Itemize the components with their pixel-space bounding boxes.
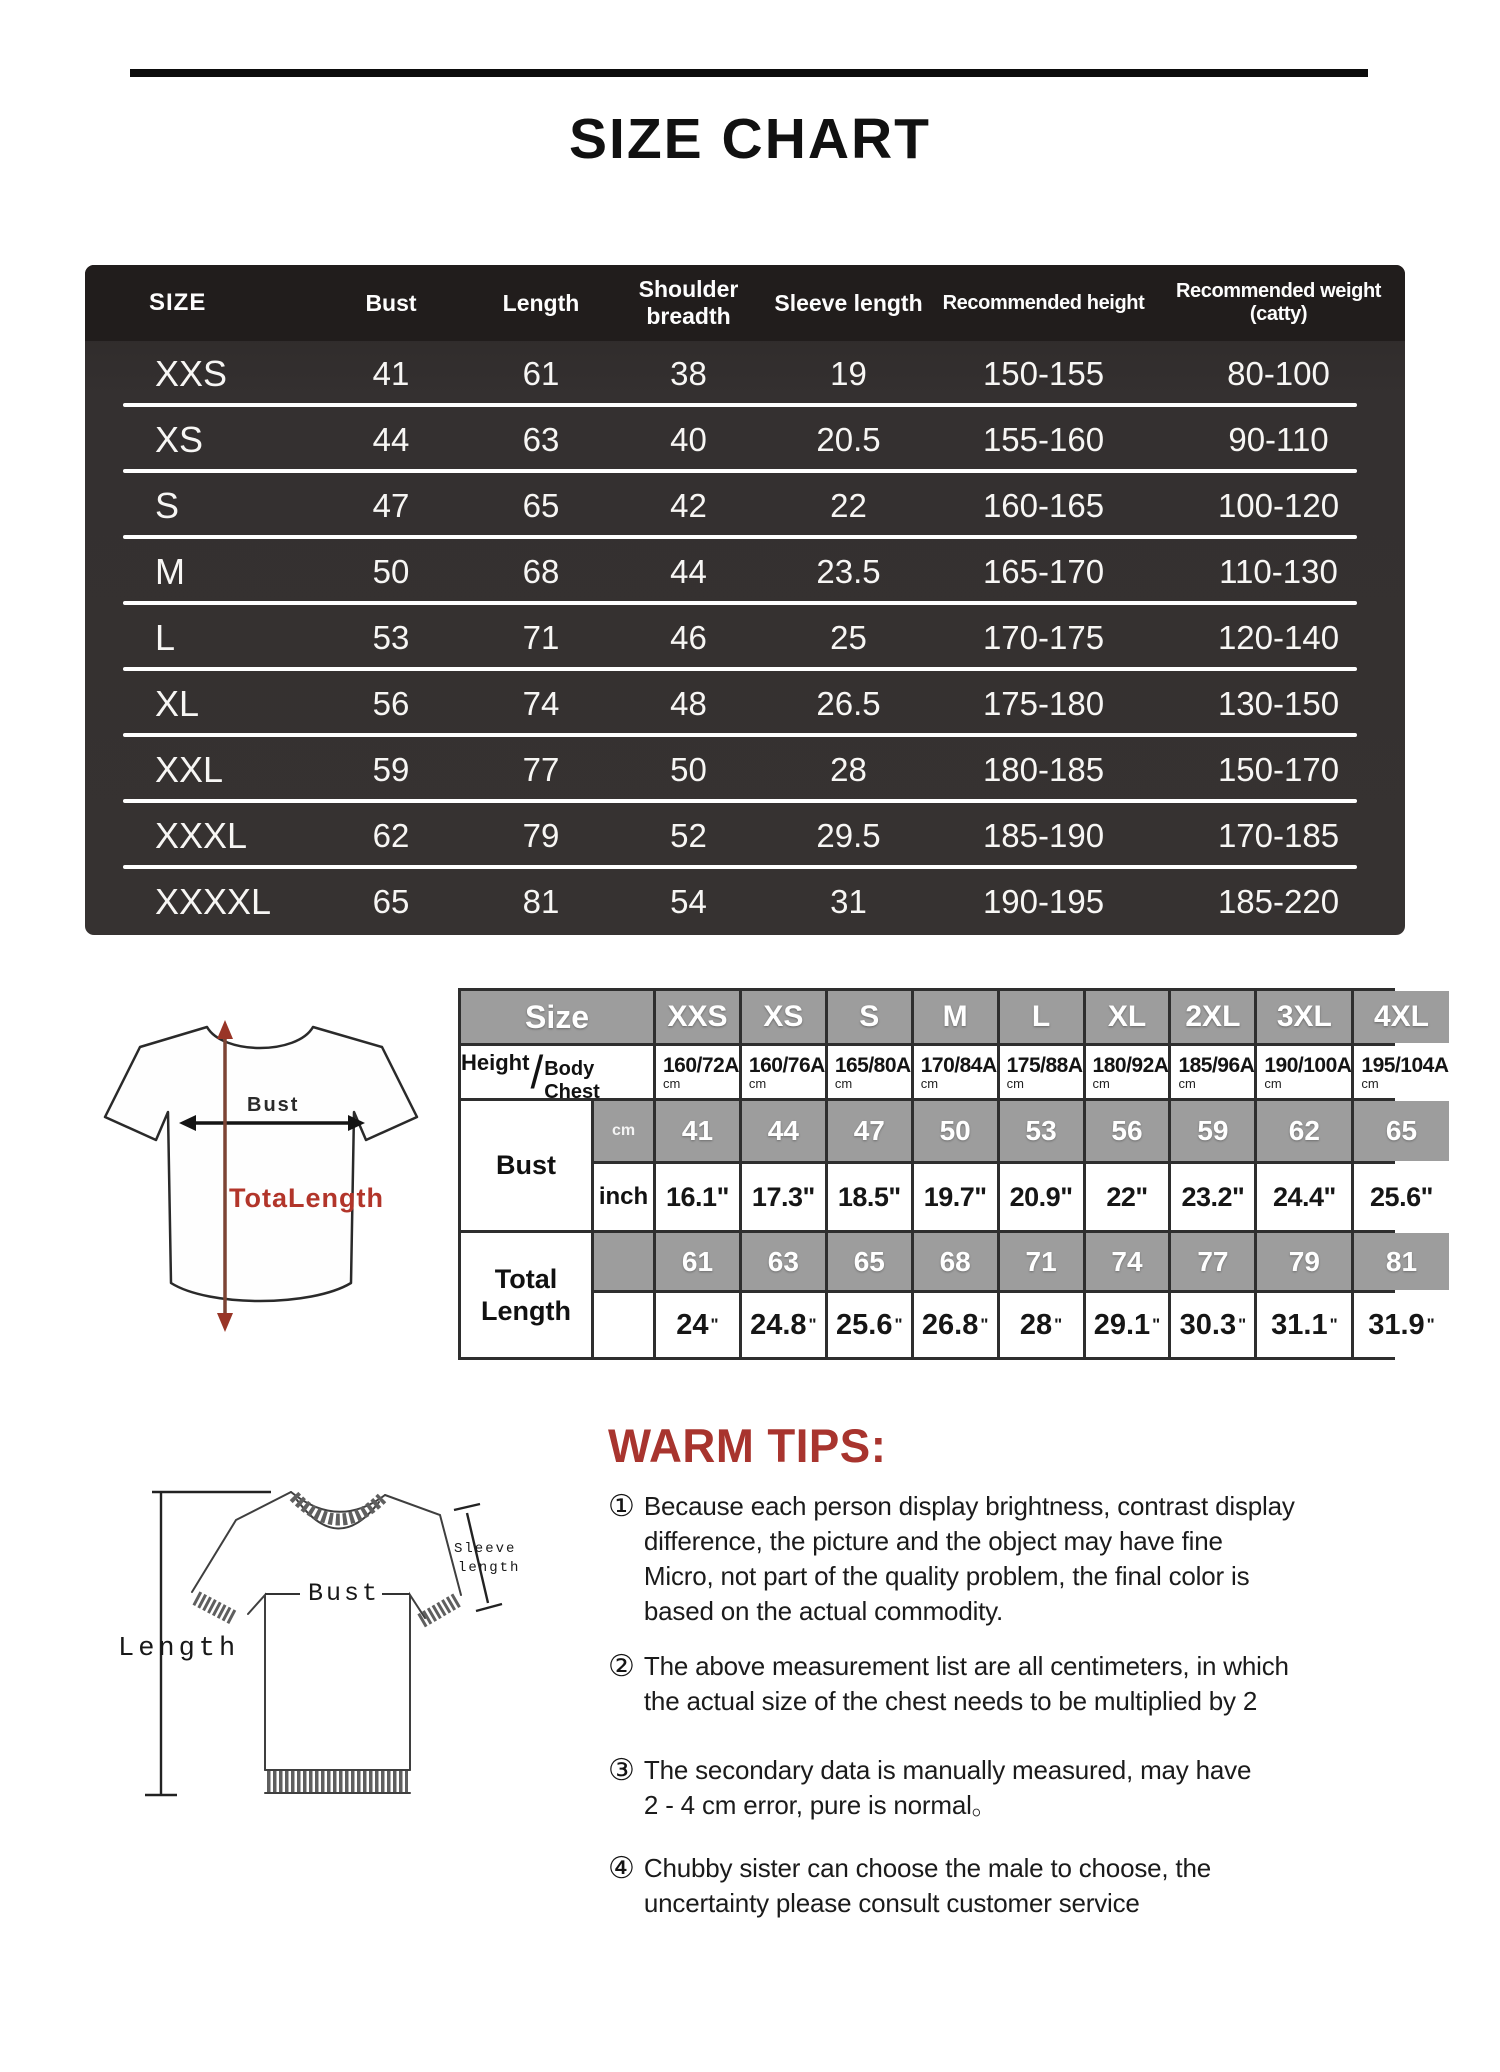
total-length-cm-cell: 68 bbox=[914, 1233, 997, 1290]
table-row bbox=[85, 605, 1405, 671]
detail-size-table bbox=[458, 988, 1449, 1360]
tip-text-line: Chubby sister can choose the male to choose, the bbox=[643, 1853, 1211, 1883]
length-cell: 61 bbox=[522, 355, 560, 392]
warm-tips-section bbox=[608, 1418, 1480, 1921]
table-row bbox=[85, 341, 1405, 407]
collar-rib-band bbox=[294, 1496, 382, 1520]
total-length-inch-cell bbox=[1257, 1293, 1351, 1357]
total-length-cm-cell: 74 bbox=[1086, 1233, 1169, 1290]
inch-mark: " bbox=[710, 1315, 719, 1334]
sleeve-cell: 22 bbox=[830, 487, 867, 524]
sleeve-cell: 19 bbox=[830, 355, 867, 392]
tshirt-front-diagram bbox=[95, 995, 425, 1385]
bust-cell: 56 bbox=[372, 685, 410, 722]
right-cuff-rib-band bbox=[421, 1600, 457, 1621]
table-row bbox=[85, 803, 1405, 869]
total-length-arrowhead-bottom bbox=[217, 1313, 233, 1332]
bust-inch-cell: 18.5" bbox=[828, 1164, 911, 1230]
shoulder-cell: 50 bbox=[670, 751, 707, 788]
bust-row-label: Bust bbox=[461, 1101, 591, 1230]
shoulder-cell: 54 bbox=[670, 883, 707, 920]
detail-size-col: 4XL bbox=[1354, 991, 1448, 1043]
height-spec-unit: cm bbox=[1006, 1075, 1024, 1091]
length-cell: 77 bbox=[522, 751, 560, 788]
table-row bbox=[85, 737, 1405, 803]
length-label: Length bbox=[118, 1634, 240, 1664]
weight-cell: 120-140 bbox=[1217, 619, 1340, 656]
height-spec-unit: cm bbox=[1092, 1075, 1110, 1091]
bust-cell: 53 bbox=[372, 619, 410, 656]
weight-cell: 150-170 bbox=[1217, 751, 1340, 788]
length-cell: 71 bbox=[522, 619, 560, 656]
size-cell: XXS bbox=[155, 353, 228, 394]
sleeve-cell: 25 bbox=[830, 619, 867, 656]
left-side-outline bbox=[248, 1595, 265, 1770]
height-cell: 190-195 bbox=[982, 883, 1105, 920]
length-cell: 81 bbox=[522, 883, 560, 920]
height-spec-cell bbox=[828, 1046, 911, 1098]
inch-value: 31.1 bbox=[1271, 1308, 1328, 1341]
shoulder-cell: 42 bbox=[670, 487, 707, 524]
tip-text-line: the actual size of the chest needs to be multiplied by 2 bbox=[643, 1686, 1258, 1716]
height-spec-cell bbox=[1257, 1046, 1351, 1098]
height-spec-unit: cm bbox=[920, 1075, 939, 1091]
empty-unit-cell bbox=[594, 1293, 653, 1357]
bust-inch-cell: 24.4" bbox=[1257, 1164, 1351, 1230]
bust-label: Bust bbox=[308, 1579, 381, 1608]
table-row bbox=[85, 473, 1405, 539]
tip-text bbox=[644, 1851, 1211, 1921]
inch-mark: " bbox=[980, 1315, 989, 1334]
height-spec-value: 185/96A bbox=[1178, 1053, 1255, 1077]
height-cell: 170-175 bbox=[982, 619, 1105, 656]
detail-size-col: 3XL bbox=[1257, 991, 1351, 1043]
height-spec-unit: cm bbox=[1361, 1075, 1379, 1091]
tip-text-line: 2 - 4 cm error, pure is normal。 bbox=[643, 1790, 998, 1820]
left-shoulder-sleeve-outline bbox=[192, 1492, 291, 1592]
bust-inch-cell: 22" bbox=[1086, 1164, 1169, 1230]
inch-mark: " bbox=[894, 1315, 903, 1334]
bust-inch-cell: 19.7" bbox=[914, 1164, 997, 1230]
length-cell: 65 bbox=[522, 487, 560, 524]
height-spec-value: 160/72A bbox=[663, 1053, 739, 1077]
size-cell: XXXXL bbox=[155, 881, 272, 922]
height-spec-cell bbox=[1354, 1046, 1448, 1098]
left-cuff-rib-band bbox=[196, 1598, 234, 1618]
shoulder-cell: 38 bbox=[670, 355, 707, 392]
total-length-label: TotaLength bbox=[229, 1183, 384, 1213]
sleeve-measure-line bbox=[467, 1513, 488, 1603]
total-length-cm-cell: 77 bbox=[1171, 1233, 1254, 1290]
weight-cell: 100-120 bbox=[1217, 487, 1340, 524]
body-chest-label-text: Body Chest bbox=[544, 1058, 600, 1103]
height-spec-cell bbox=[1000, 1046, 1083, 1098]
height-spec-cell bbox=[656, 1046, 739, 1098]
height-label-text: Height bbox=[461, 1050, 530, 1075]
sleeve-cell: 31 bbox=[830, 883, 867, 920]
tip-text bbox=[644, 1649, 1289, 1719]
size-cell: XL bbox=[155, 683, 200, 724]
tip-item bbox=[608, 1489, 1480, 1629]
cm-unit-label: cm bbox=[594, 1101, 653, 1161]
height-spec-cell bbox=[1086, 1046, 1169, 1098]
inch-mark: " bbox=[1054, 1315, 1063, 1334]
height-cell: 180-185 bbox=[982, 751, 1105, 788]
total-length-cm-cell: 63 bbox=[742, 1233, 825, 1290]
size-cell: L bbox=[155, 617, 176, 658]
tip-text-line: uncertainty please consult customer service bbox=[643, 1888, 1140, 1918]
total-length-cm-cell: 65 bbox=[828, 1233, 911, 1290]
tip-text-line: The above measurement list are all centimeters, in which bbox=[643, 1651, 1289, 1681]
tshirt-outline bbox=[105, 1027, 417, 1301]
total-length-inch-cell bbox=[1354, 1293, 1448, 1357]
total-length-cm-cell: 81 bbox=[1354, 1233, 1448, 1290]
sleeve-length-label-line2: length bbox=[458, 1560, 521, 1576]
tip-number: ② bbox=[608, 1649, 635, 1684]
height-cell: 185-190 bbox=[982, 817, 1105, 854]
inch-value: 26.8 bbox=[921, 1308, 979, 1341]
height-cell: 160-165 bbox=[982, 487, 1105, 524]
inch-value: 24 bbox=[676, 1308, 709, 1341]
detail-size-col: S bbox=[828, 991, 911, 1043]
tip-number: ③ bbox=[608, 1753, 635, 1788]
total-length-inch-cell bbox=[828, 1293, 911, 1357]
bust-inch-cell: 20.9" bbox=[1000, 1164, 1083, 1230]
tip-item bbox=[608, 1649, 1480, 1719]
weight-cell: 130-150 bbox=[1217, 685, 1340, 722]
detail-size-col: XS bbox=[742, 991, 825, 1043]
height-cell: 155-160 bbox=[982, 421, 1105, 458]
table-row bbox=[85, 869, 1405, 935]
length-cell: 68 bbox=[522, 553, 560, 590]
table-row bbox=[85, 539, 1405, 605]
tshirt-measurement-diagram bbox=[88, 1468, 528, 1888]
bust-cell: 50 bbox=[372, 553, 410, 590]
size-cell: M bbox=[155, 551, 185, 592]
sleeve-measure-top-tick bbox=[454, 1504, 480, 1510]
height-spec-unit: cm bbox=[834, 1075, 853, 1091]
inch-mark: " bbox=[1238, 1315, 1247, 1334]
shoulder-cell: 40 bbox=[670, 421, 707, 458]
sleeve-cell: 20.5 bbox=[816, 421, 881, 458]
total-length-inch-cell bbox=[1000, 1293, 1083, 1357]
total-length-inch-cell bbox=[1171, 1293, 1254, 1357]
size-cell: XS bbox=[155, 419, 204, 460]
shoulder-cell: 48 bbox=[670, 685, 707, 722]
height-spec-value: 190/100A bbox=[1264, 1053, 1352, 1077]
height-body-chest-label bbox=[461, 1046, 653, 1103]
warm-tips-heading: WARM TIPS: bbox=[608, 1419, 887, 1472]
bust-cm-cell: 44 bbox=[742, 1101, 825, 1161]
bust-cm-cell: 47 bbox=[828, 1101, 911, 1161]
total-length-cm-cell: 61 bbox=[656, 1233, 739, 1290]
height-cell: 175-180 bbox=[982, 685, 1105, 722]
size-cell: XXXL bbox=[155, 815, 248, 856]
detail-size-col: XXS bbox=[656, 991, 739, 1043]
shoulder-cell: 44 bbox=[670, 553, 707, 590]
bust-inch-cell: 23.2" bbox=[1171, 1164, 1254, 1230]
detail-header-size: Size bbox=[461, 991, 653, 1043]
total-label-line1: Total bbox=[494, 1264, 558, 1294]
height-spec-unit: cm bbox=[663, 1075, 681, 1091]
tip-text bbox=[644, 1489, 1295, 1629]
total-length-inch-cell bbox=[656, 1293, 739, 1357]
inch-value: 28 bbox=[1019, 1308, 1053, 1341]
inch-value: 31.9 bbox=[1368, 1308, 1425, 1341]
sleeve-length-label-line1: Sleeve bbox=[454, 1541, 517, 1557]
inch-mark: " bbox=[1426, 1315, 1435, 1334]
detail-size-col: L bbox=[1000, 991, 1083, 1043]
height-spec-value: 180/92A bbox=[1092, 1053, 1169, 1077]
bust-cm-cell: 59 bbox=[1171, 1101, 1254, 1161]
total-length-inch-cell bbox=[742, 1293, 825, 1357]
bust-inch-cell: 16.1" bbox=[656, 1164, 739, 1230]
right-shoulder-sleeve-outline bbox=[385, 1495, 461, 1595]
height-spec-cell bbox=[914, 1046, 997, 1098]
column-header-recommended-weight: Recommended weight (catty) bbox=[1175, 280, 1382, 325]
top-divider-rule bbox=[130, 69, 1368, 77]
main-size-table bbox=[85, 265, 1405, 935]
bust-cell: 47 bbox=[372, 487, 410, 524]
height-spec-value: 195/104A bbox=[1361, 1053, 1449, 1077]
total-length-cm-cell: 79 bbox=[1257, 1233, 1351, 1290]
inch-value: 25.6 bbox=[836, 1308, 893, 1341]
bust-cell: 59 bbox=[372, 751, 410, 788]
detail-size-col: M bbox=[914, 991, 997, 1043]
tip-text-line: based on the actual commodity. bbox=[643, 1596, 1004, 1626]
total-length-arrowhead-top bbox=[217, 1020, 233, 1039]
height-spec-cell bbox=[1171, 1046, 1254, 1098]
total-length-row-label bbox=[461, 1233, 591, 1357]
tip-item bbox=[608, 1851, 1480, 1921]
tip-text bbox=[644, 1753, 1251, 1823]
inch-mark: " bbox=[1152, 1315, 1161, 1334]
page-title: SIZE CHART bbox=[569, 107, 931, 171]
inch-mark: " bbox=[808, 1315, 817, 1334]
size-cell: S bbox=[155, 485, 180, 526]
height-spec-cell bbox=[742, 1046, 825, 1098]
bust-cm-cell: 56 bbox=[1086, 1101, 1169, 1161]
tip-text-line: The secondary data is manually measured, may have bbox=[643, 1755, 1252, 1785]
bust-cm-cell: 62 bbox=[1257, 1101, 1351, 1161]
weight-cell: 110-130 bbox=[1219, 553, 1338, 590]
tip-text-line: Because each person display brightness, contrast display bbox=[643, 1491, 1295, 1521]
column-header-length: Length bbox=[502, 289, 580, 316]
total-length-inch-cell bbox=[914, 1293, 997, 1357]
height-spec-unit: cm bbox=[748, 1075, 767, 1091]
slash-separator: / bbox=[530, 1046, 544, 1098]
detail-size-col: XL bbox=[1086, 991, 1169, 1043]
tip-text-line: difference, the picture and the object may have fine bbox=[643, 1526, 1223, 1556]
height-spec-unit: cm bbox=[1264, 1075, 1282, 1091]
bust-cell: 41 bbox=[372, 355, 410, 392]
length-cell: 74 bbox=[522, 685, 560, 722]
bust-cm-cell: 65 bbox=[1354, 1101, 1448, 1161]
bust-inch-cell: 25.6" bbox=[1354, 1164, 1448, 1230]
sleeve-cell: 28 bbox=[830, 751, 867, 788]
empty-unit-cell bbox=[594, 1233, 653, 1290]
inch-value: 29.1 bbox=[1093, 1308, 1151, 1341]
column-header-bust: Bust bbox=[365, 289, 417, 316]
column-header-sleeve-length: Sleeve length bbox=[774, 289, 923, 316]
detail-size-col: 2XL bbox=[1171, 991, 1254, 1043]
column-header-shoulder-breadth: Shoulder breadth bbox=[638, 276, 739, 329]
bust-cell: 62 bbox=[372, 817, 410, 854]
height-cell: 165-170 bbox=[982, 553, 1105, 590]
inch-mark: " bbox=[1329, 1315, 1338, 1334]
bust-inch-cell: 17.3" bbox=[742, 1164, 825, 1230]
bust-cm-cell: 50 bbox=[914, 1101, 997, 1161]
height-spec-unit: cm bbox=[1178, 1075, 1196, 1091]
height-spec-value: 165/80A bbox=[834, 1053, 911, 1077]
tip-number: ④ bbox=[608, 1851, 635, 1886]
inch-value: 24.8 bbox=[750, 1308, 807, 1341]
bust-cm-cell: 53 bbox=[1000, 1101, 1083, 1161]
bust-cell: 44 bbox=[372, 421, 410, 458]
table-row bbox=[85, 671, 1405, 737]
weight-cell: 90-110 bbox=[1228, 421, 1329, 458]
tip-number: ① bbox=[608, 1489, 635, 1524]
weight-cell: 80-100 bbox=[1227, 355, 1330, 392]
main-table-header-row bbox=[85, 265, 1405, 341]
length-cell: 63 bbox=[522, 421, 560, 458]
total-length-cm-cell: 71 bbox=[1000, 1233, 1083, 1290]
bust-label: Bust bbox=[247, 1094, 300, 1116]
height-spec-value: 170/84A bbox=[920, 1053, 997, 1077]
length-cell: 79 bbox=[522, 817, 560, 854]
size-cell: XXL bbox=[155, 749, 224, 790]
inch-value: 30.3 bbox=[1179, 1308, 1237, 1341]
height-spec-value: 160/76A bbox=[748, 1053, 825, 1077]
table-row bbox=[85, 407, 1405, 473]
bust-cell: 65 bbox=[372, 883, 410, 920]
inch-unit-label: inch bbox=[594, 1164, 653, 1230]
shoulder-cell: 52 bbox=[670, 817, 707, 854]
height-cell: 150-155 bbox=[982, 355, 1105, 392]
height-spec-value: 175/88A bbox=[1006, 1053, 1083, 1077]
total-label-line2: Length bbox=[481, 1296, 571, 1326]
sleeve-cell: 26.5 bbox=[816, 685, 881, 722]
weight-cell: 185-220 bbox=[1217, 883, 1340, 920]
bust-cm-cell: 41 bbox=[656, 1101, 739, 1161]
tip-item bbox=[608, 1753, 1480, 1823]
tip-text-line: Micro, not part of the quality problem, the final color is bbox=[643, 1561, 1250, 1591]
sleeve-cell: 23.5 bbox=[816, 553, 881, 590]
sleeve-measure-bottom-tick bbox=[476, 1604, 502, 1611]
sleeve-cell: 29.5 bbox=[816, 817, 881, 854]
column-header-size: SIZE bbox=[149, 289, 207, 316]
shoulder-cell: 46 bbox=[670, 619, 707, 656]
total-length-inch-cell bbox=[1086, 1293, 1169, 1357]
weight-cell: 170-185 bbox=[1217, 817, 1340, 854]
column-header-recommended-height: Recommended height bbox=[942, 291, 1145, 314]
